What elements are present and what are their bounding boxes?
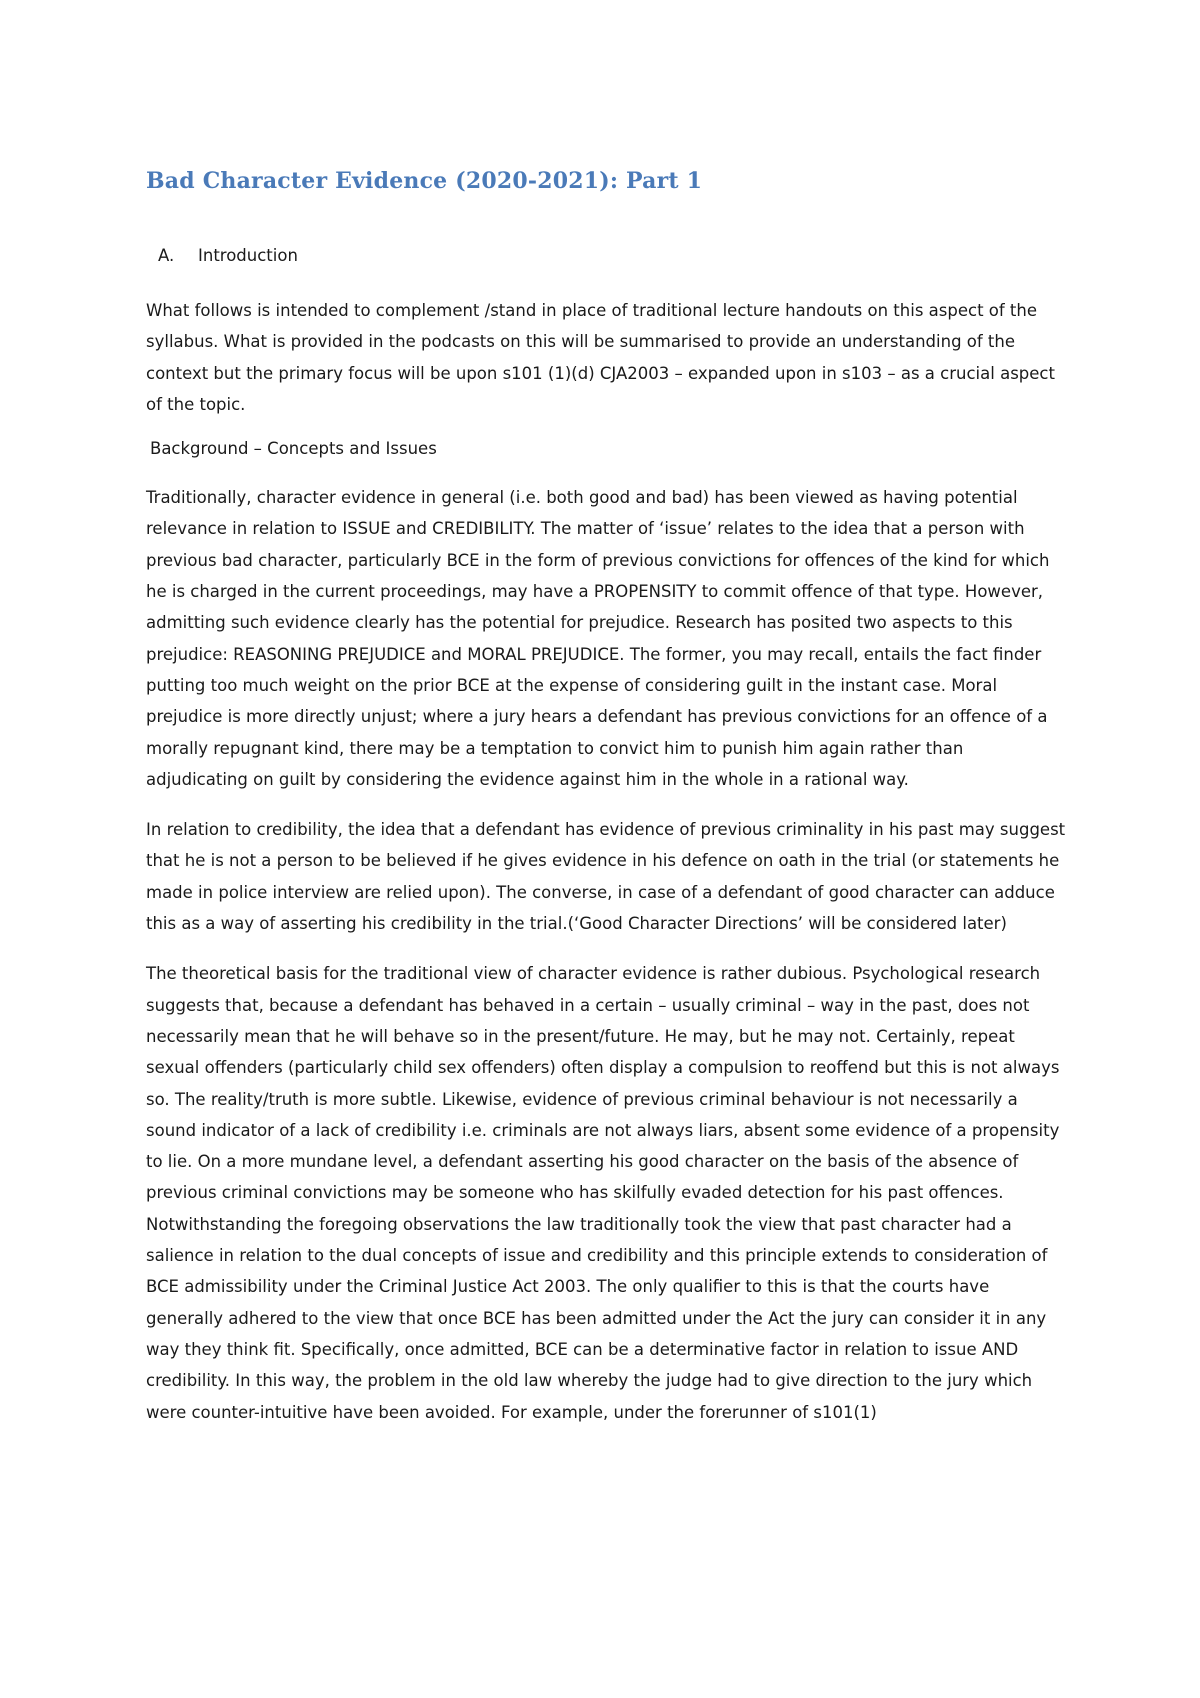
background-heading: Background – Concepts and Issues: [150, 439, 437, 459]
intro-paragraph: What follows is intended to complement /stand in place of traditional lecture handouts on this aspect of the syllabus. What is provided in the podcasts on this will be summarised to provide an understanding of the context but the primary focus will be upon s101 (1)(d) CJA2003 – expanded upon in s103 – as a crucial aspect of the topic.: [146, 301, 1055, 414]
document-title: Bad Character Evidence (2020-2021): Part 1: [146, 168, 703, 194]
section-heading-text: Introduction: [198, 246, 298, 265]
paragraph-credibility: In relation to credibility, the idea that a defendant has evidence of previous criminality in his past may suggest that he is not a person to be believed if he gives evidence in his defence on oath in the trial (or statements he made in police interview are relied upon). The converse, in case of a defendant of good character can adduce this as a way of asserting his credibility in the trial.(‘Good Character Directions’ will be considered later): [146, 820, 1066, 934]
paragraph-theoretical-basis: The theoretical basis for the traditional view of character evidence is rather dubious. Psychological research suggests that, because a defendant has behaved in a certain – usually criminal – way in the past, does not necessarily mean that he will behave so in the present/future. He may, but he may not. Certainly, repeat sexual offenders (particularly child sex offenders) often display a compulsion to reoffend but this is not always so. The reality/truth is more subtle. Likewise, evidence of previous criminal behaviour is not necessarily a sound indicator of a lack of credibility i.e. criminals are not always liars, absent some evidence of a propensity to lie. On a more mundane level, a defendant asserting his good character on the basis of the absence of previous criminal convictions may be someone who has skilfully evaded detection for his past offences. Notwithstanding the foregoing observations the law traditionally took the view that past character had a salience in relation to the dual concepts of issue and credibility and this principle extends to consideration of BCE admissibility under the Criminal Justice Act 2003. The only qualifier to this is that the courts have generally adhered to the view that once BCE has been admitted under the Act the jury can consider it in any way they think fit. Specifically, once admitted, BCE can be a determinative factor in relation to issue AND credibility. In this way, the problem in the old law whereby the judge had to give direction to the jury which were counter-intuitive have been avoided. For example, under the forerunner of s101(1): [146, 964, 1060, 1422]
section-a-heading: [146, 246, 1066, 265]
section-marker: A.: [158, 246, 175, 265]
paragraph-issue-credibility: Traditionally, character evidence in general (i.e. both good and bad) has been viewed as having potential relevance in relation to ISSUE and CREDIBILITY. The matter of ‘issue’ relates to the idea that a person with previous bad character, particularly BCE in the form of previous convictions for offences of the kind for which he is charged in the current proceedings, may have a PROPENSITY to commit offence of that type. However, admitting such evidence clearly has the potential for prejudice. Research has posited two aspects to this prejudice: REASONING PREJUDICE and MORAL PREJUDICE. The former, you may recall, entails the fact finder putting too much weight on the prior BCE at the expense of considering guilt in the instant case. Moral prejudice is more directly unjust; where a jury hears a defendant has previous convictions for an offence of a morally repugnant kind, there may be a temptation to convict him to punish him again rather than adjudicating on guilt by considering the evidence against him in the whole in a rational way.: [146, 488, 1050, 789]
document-body: [146, 168, 1066, 1447]
